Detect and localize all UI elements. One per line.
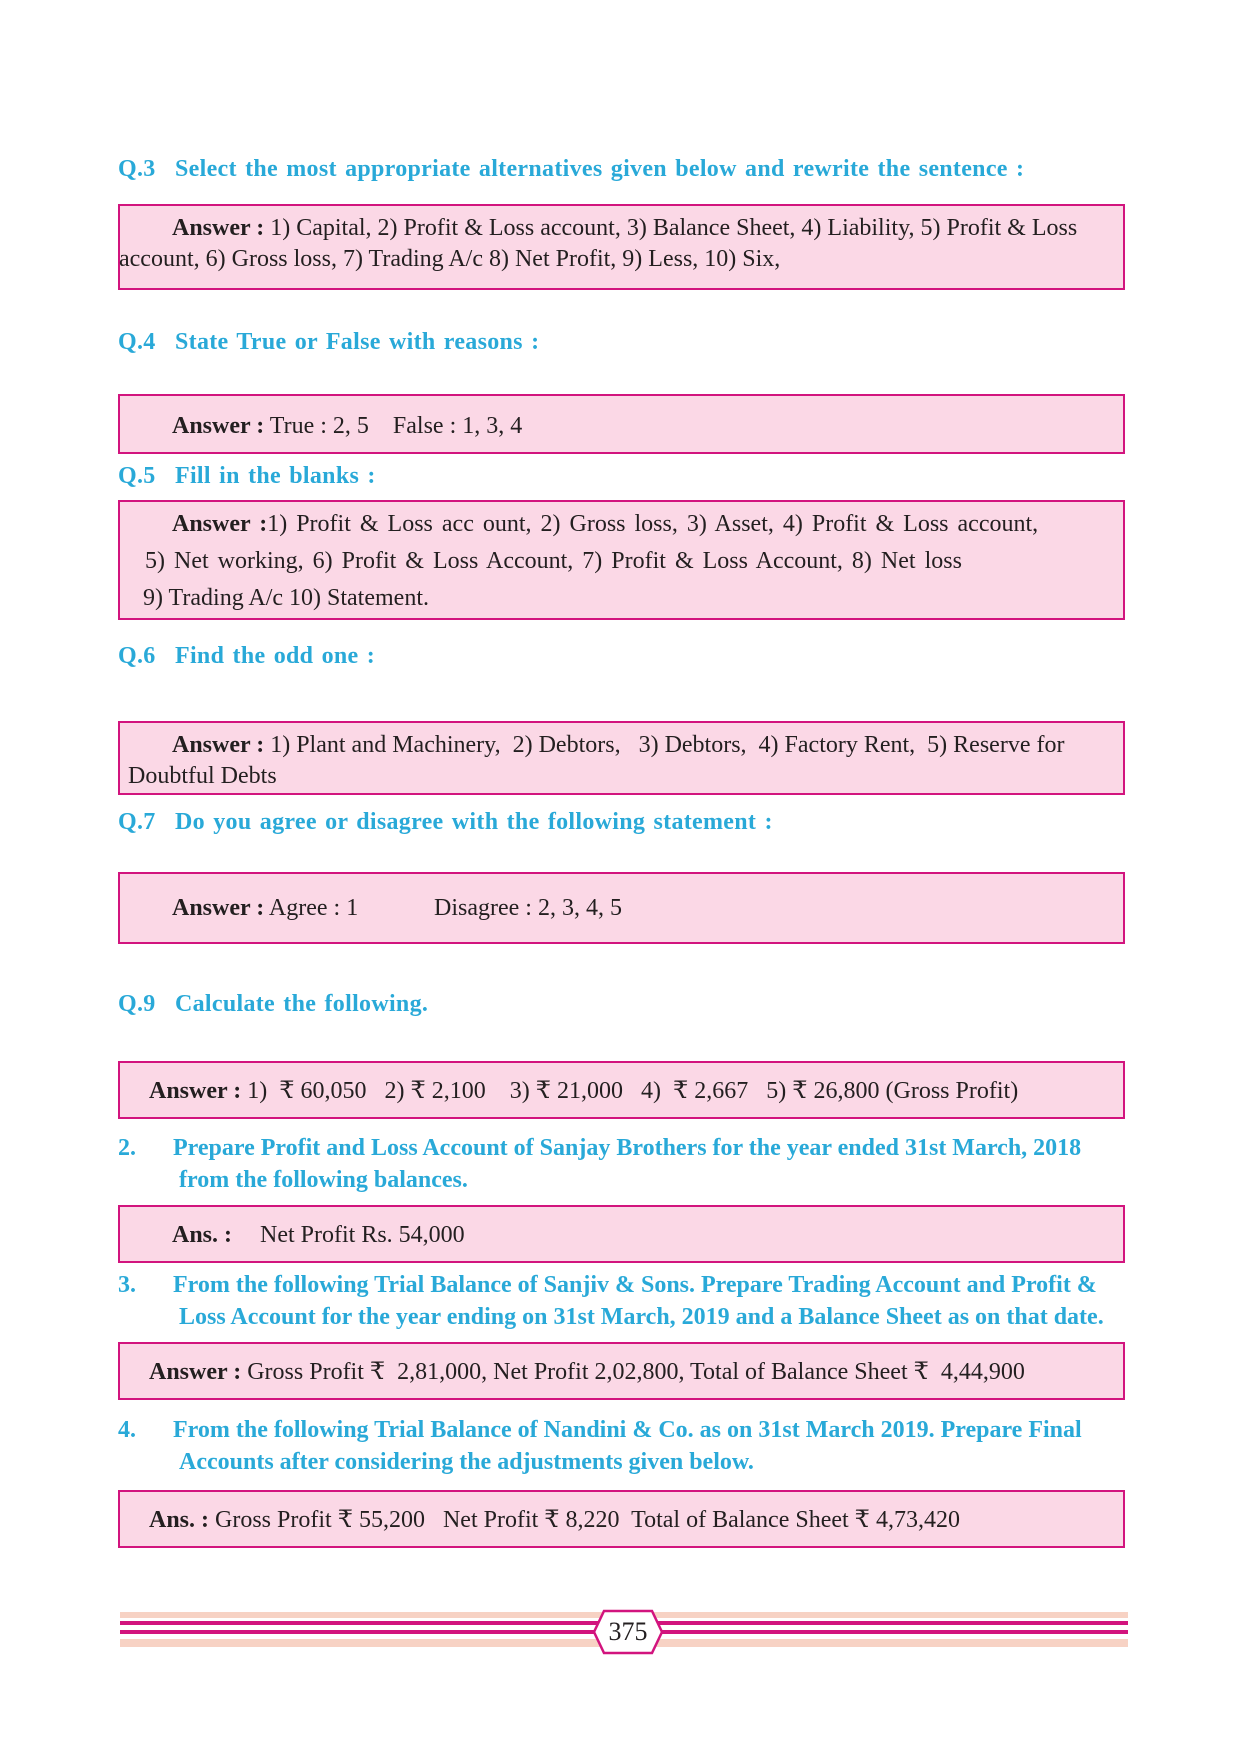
problem-4-answer-label: Ans. : [149,1507,210,1533]
q4-title: State True or False with reasons : [175,329,540,355]
q7-answer-label: Answer : [172,895,265,921]
q5-answer-line1: 1) Profit & Loss acc ount, 2) Gross loss, 3) Asset, 4) Profit & Loss account, [267,511,1039,537]
q5-answer-label: Answer : [172,511,268,537]
q7-answer-box [118,872,1125,944]
q3-answer-line1: 1) Capital, 2) Profit & Loss account, 3) Balance Sheet, 4) Liability, 5) Profit & Loss [270,215,1078,241]
q3-answer-label: Answer : [172,215,265,241]
q9-answer-box [118,1061,1125,1119]
q6-title: Find the odd one : [175,643,376,669]
q4-answer-text: True : 2, 5 False : 1, 3, 4 [269,413,523,439]
q9-number: Q.9 [118,991,156,1017]
q6-answer-label: Answer : [172,732,265,758]
problem-4-answer-box [118,1490,1125,1548]
problem-4-answer-text: Gross Profit ₹ 55,200 Net Profit ₹ 8,220 Total of Balance Sheet ₹ 4,73,420 [215,1507,960,1533]
q7-heading [118,809,773,836]
q6-number: Q.6 [118,643,156,669]
q7-number: Q.7 [118,809,156,835]
q5-number: Q.5 [118,463,156,489]
problem-4-heading [118,1414,1082,1478]
q6-answer-line2: Doubtful Debts [128,763,277,789]
q5-title: Fill in the blanks : [175,463,376,489]
q7-agree: Agree : 1 [268,895,359,921]
q9-answer-text: 1) ₹ 60,050 2) ₹ 2,100 3) ₹ 21,000 4) ₹ 2,667 5) ₹ 26,800 (Gross Profit) [247,1078,1019,1104]
problem-4-number: 4. [118,1417,136,1443]
q9-answer-label: Answer : [149,1078,242,1104]
q4-heading [118,329,539,356]
q3-number: Q.3 [118,156,156,182]
q4-answer-label: Answer : [172,413,265,439]
problem-2-answer-text: Net Profit Rs. 54,000 [260,1222,465,1248]
q5-answer-line3: 9) Trading A/c 10) Statement. [143,585,429,611]
problem-4-line1: From the following Trial Balance of Nandini & Co. as on 31st March 2019. Prepare Final [173,1417,1082,1443]
q6-answer-box [118,721,1125,795]
problem-2-number: 2. [118,1135,136,1161]
problem-3-answer-text: Gross Profit ₹ 2,81,000, Net Profit 2,02,800, Total of Balance Sheet ₹ 4,44,900 [247,1359,1025,1385]
q3-answer-line2: account, 6) Gross loss, 7) Trading A/c 8) Net Profit, 9) Less, 10) Six, [119,246,781,272]
q3-title: Select the most appropriate alternatives given below and rewrite the sentence : [175,156,1025,182]
page-number: 375 [608,1617,648,1646]
problem-2-line1: Prepare Profit and Loss Account of Sanjay Brothers for the year ended 31st March, 2018 [173,1135,1082,1161]
q6-answer-line1: 1) Plant and Machinery, 2) Debtors, 3) Debtors, 4) Factory Rent, 5) Reserve for [270,732,1065,758]
problem-3-answer-label: Answer : [149,1359,242,1385]
q4-number: Q.4 [118,329,156,355]
problem-3-number: 3. [118,1272,136,1298]
q3-answer-box [118,204,1125,290]
q3-heading [118,156,1024,183]
problem-3-line1: From the following Trial Balance of Sanjiv & Sons. Prepare Trading Account and Profit & [173,1272,1097,1298]
q4-answer-box [118,394,1125,454]
q9-heading [118,991,428,1018]
q5-answer-box [118,500,1125,620]
problem-2-heading [118,1132,1081,1196]
problem-3-answer-box [118,1342,1125,1400]
problem-4-line2: Accounts after considering the adjustments given below. [179,1449,754,1475]
problem-2-answer-box [118,1205,1125,1263]
page-number-badge [592,1609,664,1655]
problem-3-heading [118,1269,1104,1333]
problem-2-answer-label: Ans. : [172,1222,233,1248]
q5-answer-line2: 5) Net working, 6) Profit & Loss Account, 7) Profit & Loss Account, 8) Net loss [145,548,962,574]
q6-heading [118,643,375,670]
q9-title: Calculate the following. [175,991,429,1017]
q7-disagree: Disagree : 2, 3, 4, 5 [434,895,622,921]
q7-title: Do you agree or disagree with the following statement : [175,809,773,835]
problem-3-line2: Loss Account for the year ending on 31st March, 2019 and a Balance Sheet as on that date. [179,1304,1104,1330]
problem-2-line2: from the following balances. [179,1167,468,1193]
q5-heading [118,463,376,490]
